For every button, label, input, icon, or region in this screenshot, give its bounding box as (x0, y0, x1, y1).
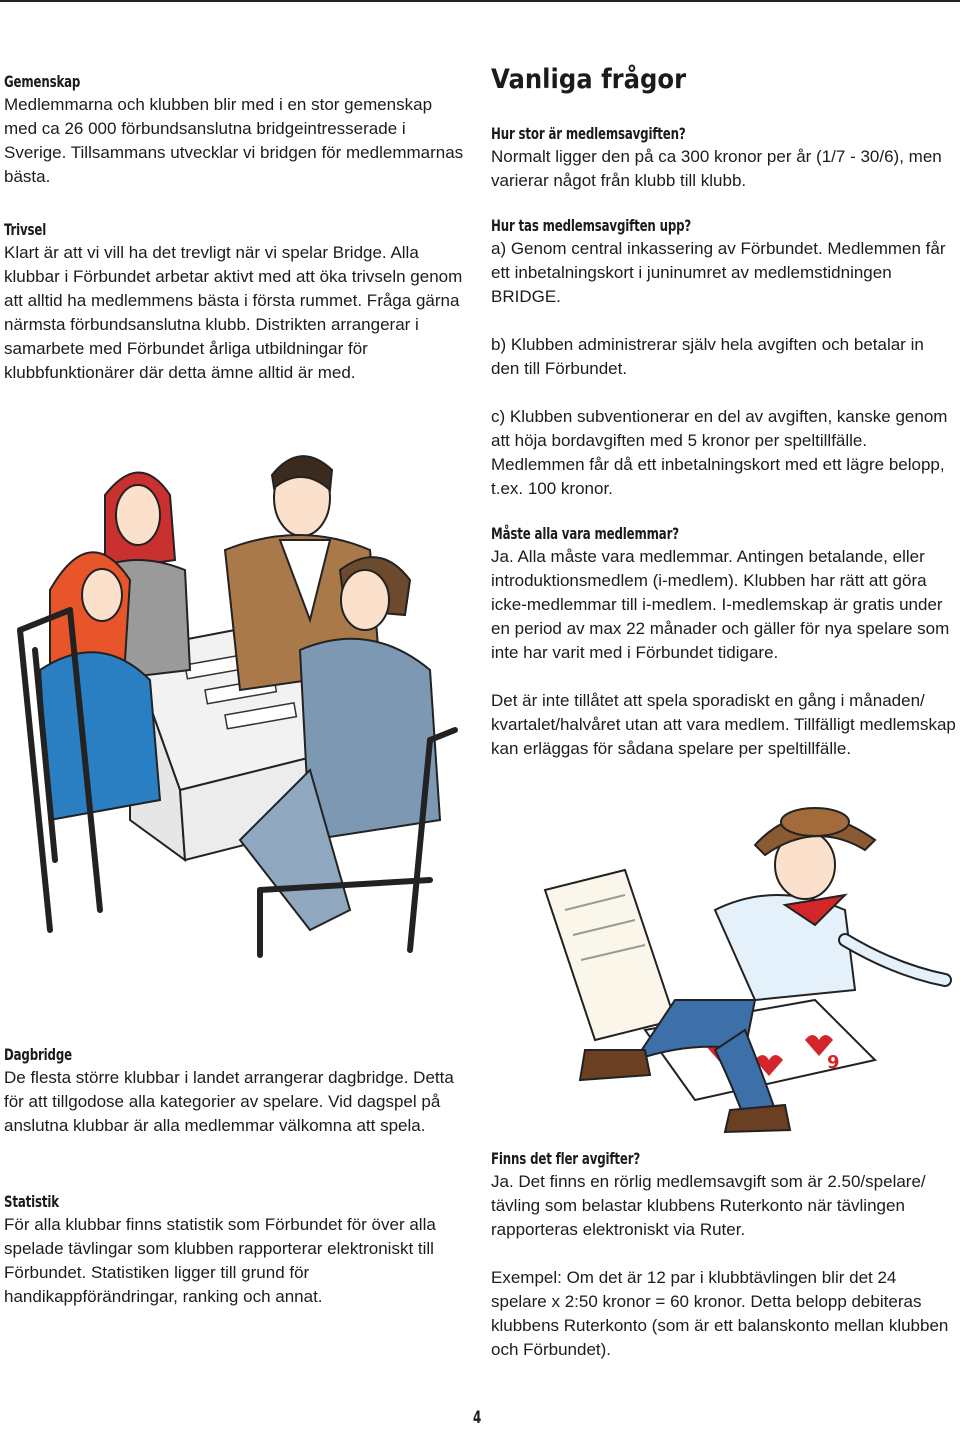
text-dagbridge: De flesta större klubbar i landet arrangerar dagbridge. Detta för att tillgodose alla kategorier av spelare. Vid dagspel på anslutna klubbar är alla medlemmar välkomna att spela. (4, 1068, 454, 1135)
svg-text:9: 9 (827, 1052, 840, 1073)
section-dagbridge (4, 1044, 468, 1138)
section-trivsel (4, 219, 468, 385)
heading-gemenskap: Gemenskap (4, 72, 81, 91)
section-title: Vanliga frågor (491, 64, 687, 95)
right-column (491, 65, 956, 761)
section-statistik (4, 1191, 468, 1309)
question-heading: Hur stor är medlemsavgiften? (491, 124, 686, 143)
card-players-illustration (10, 440, 460, 960)
question-heading: Hur tas medlemsavgiften upp? (491, 216, 692, 235)
heading-dagbridge: Dagbridge (4, 1045, 72, 1064)
answer-text: Det är inte tillåtet att spela sporadiskt en gång i månaden/ kvartalet/halvåret utan att vara medlem. Tillfälligt medlemskap kan erläggas för sådana spelare per speltillfälle. (491, 691, 956, 758)
text-trivsel: Klart är att vi vill ha det trevligt när vi spelar Bridge. Alla klubbar i Förbundet arbetar aktivt med att öka trivseln genom att alltid ha medlemmens bästa i första rummet. Fråga gärna närmsta förbundsanslutna klubb. Distrikten arrangerar i samarbete med Förbundet årliga utbildningar för klubbfunktionärer där detta ämne alltid är med. (4, 243, 463, 382)
question-heading: Måste alla vara medlemmar? (491, 524, 679, 543)
page-number: 4 (473, 1408, 482, 1428)
heading-statistik: Statistik (4, 1192, 59, 1211)
text-gemenskap: Medlemmarna och klubben blir med i en stor gemenskap med ca 26 000 förbundsanslutna bridgeintresserade i Sverige. Tillsammans utvecklar vi bridgen för medlemmarnas bästa. (4, 95, 464, 186)
section-gemenskap (4, 71, 468, 189)
top-rule (0, 0, 960, 2)
answer-text: c) Klubben subventionerar en del av avgiften, kanske genom att höja bordavgiften med 5 kronor per speltillfälle. Medlemmen får då ett inbetalningskort med ett lägre belopp, t.ex. 100 kronor. (491, 407, 948, 498)
text-statistik: För alla klubbar finns statistik som Förbundet för över alla spelade tävlingar som klubben rapporterar elektroniskt till Förbundet. Statistiken ligger till grund för handikappförändringar, ranking och annat. (4, 1215, 436, 1306)
answer-text: b) Klubben administrerar själv hela avgiften och betalar in den till Förbundet. (491, 335, 924, 378)
answer-text: Normalt ligger den på ca 300 kronor per år (1/7 - 30/6), men varierar något från klubb till klubb. (491, 147, 942, 190)
answer-text: Ja. Alla måste vara medlemmar. Antingen betalande, eller introduktionsmedlem (i-medlem). Klubben har rätt att göra icke-medlemmar till i-medlem. I-medlemskap är gratis under en period av max 22 månader och gäller för nya spelare som inte har varit med i Förbundet tidigare. (491, 547, 950, 662)
answer-text: a) Genom central inkassering av Förbundet. Medlemmen får ett inbetalningskort i juninumret av medlemstidningen BRIDGE. (491, 239, 946, 306)
answer-text: Exempel: Om det är 12 par i klubbtävlingen blir det 24 spelare x 2:50 kronor = 60 kronor. Detta belopp debiteras klubbens Ruterkonto (som är ett balanskonto mellan klubben och Förbundet). (491, 1268, 949, 1359)
heading-trivsel: Trivsel (4, 220, 47, 239)
section-fler-avgifter (491, 1148, 956, 1362)
flying-cowboy-illustration (515, 800, 960, 1135)
answer-text: Ja. Det finns en rörlig medlemsavgift som är 2.50/spelare/ tävling som belastar klubbens Ruterkonto när tävlingen rapporteras elektroniskt via Ruter. (491, 1172, 926, 1239)
question-heading: Finns det fler avgifter? (491, 1149, 641, 1168)
